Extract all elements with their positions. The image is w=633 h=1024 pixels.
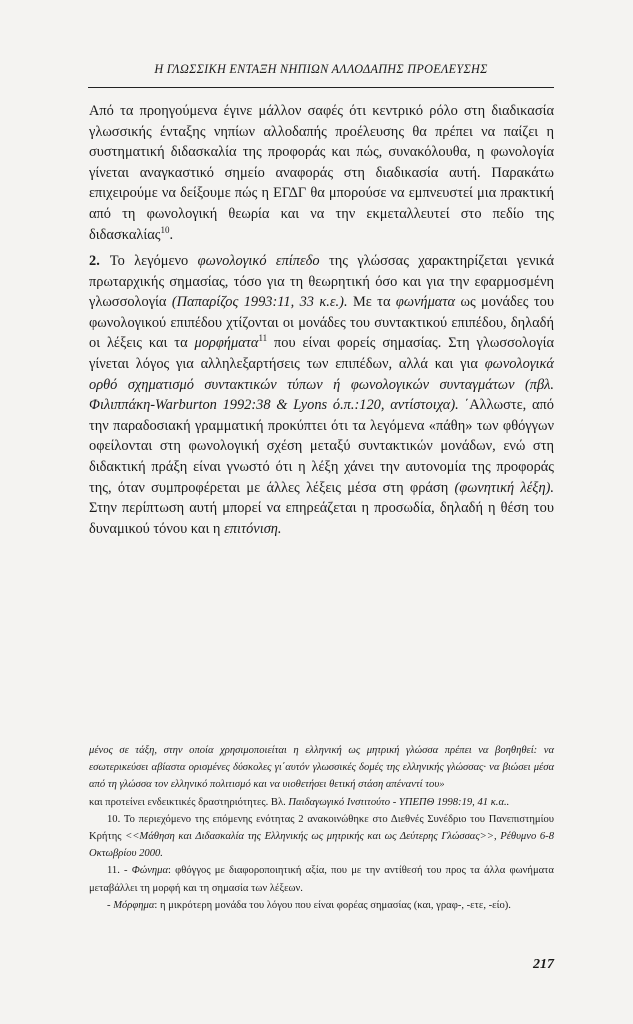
footnote-10 (89, 811, 554, 863)
footnote-ref-10: 10 (160, 224, 170, 235)
p2-text: ΄Αλλωστε, από την παραδοσιακή γραμματική προκύπτει ότι τα λεγόμενα «πάθη» των φθόγγων οφείλονται στη φωνολογική σχέση μεταξύ συντακτικών μονάδων, ενώ στη διδακτική πράξη είναι γνωστό ότι η λέξη χάνει την αυτονομία της προφοράς της, όταν συμπροφέρεται με άλλες λέξεις μέσα στη φράση (89, 397, 554, 496)
p2-term-intonation: επιτόνιση. (224, 520, 282, 537)
p2-term-phonemes: φωνήματα (395, 294, 456, 311)
footnote-continuation-2 (89, 794, 554, 811)
p2-text: Το λεγόμενο (109, 253, 189, 269)
section-number: 2. (89, 253, 100, 269)
footnote-text: και προτείνει ενδεικτικές δραστηριότητες. Βλ. (89, 796, 286, 808)
paragraph-1-text: Από τα προηγούμενα έγινε μάλλον σαφές ότι κεντρικό ρόλο στη διαδικασία γλωσσικής ένταξης νηπίων αλλοδαπής προέλευσης θα πρέπει να παίζει η συστηματική διδασκαλία της προφοράς και πώς, συνακόλουθα, η φωνολογία γίνεται αναγκαστικό σημείο αναφοράς στη διαδικασία αυτή. Παρακάτω επιχειρούμε να δείξουμε πώς η ΕΓΔΓ θα μπορούσε να εμπνευστεί μια πρακτική από τη φωνολογική θεωρία και να την εκμεταλλευτεί στο πεδίο της διδασκαλίας (89, 103, 554, 243)
p2-text: Με τα (352, 294, 391, 311)
footnote-11 (89, 862, 554, 896)
p2-text: ως μονάδες του φωνολογικού επιπέδου χτίζονται οι μονάδες του συντακτικού επιπέδου, δηλαδή οι λέξεις και τα (89, 294, 555, 352)
footnote-10-title: <<Μάθηση και Διδασκαλία της Ελληνικής ως μητρικής και ως Δεύτερης Γλώσσας>>, Ρέθυμνο 6-8 Οκτωβρίου 2000. (89, 831, 554, 860)
paragraph-1 (89, 101, 554, 245)
p2-text: που είναι φορείς σημασίας. Στη γλωσσολογία γίνεται λόγος για αλληλεξαρτήσεις των επιπέδων, αλλά και για (89, 335, 554, 372)
footnote-ref-11: 11 (258, 333, 268, 344)
page-number: 217 (533, 957, 554, 972)
footnote-11-term-phoneme: Φώνημα (131, 865, 169, 877)
paragraph-2 (89, 251, 554, 539)
running-header: Η ΓΛΩΣΣΙΚΗ ΕΝΤΑΞΗ ΝΗΠΙΩΝ ΑΛΛΟΔΑΠΗΣ ΠΡΟΕΛΕΥΣΗΣ (154, 62, 488, 76)
footnote-10-text: 10. Το περιεχόμενο της επόμενης ενότητας 2 ανακοινώθηκε στο Διεθνές Συνέδριο του Πανεπιστημίου Κρήτης (89, 813, 554, 843)
footnotes (89, 742, 554, 914)
footnote-citation: Παιδαγωγικό Ινστιτούτο - ΥΠΕΠΘ 1998:19, 41 κ.α.. (288, 796, 510, 808)
header-rule (88, 87, 554, 88)
p2-term-phonological-level: φωνολογικό επίπεδο (197, 253, 320, 269)
p2-text: Στην περίπτωση αυτή μπορεί να επηρεάζεται η προσωδία, δηλαδή η θέση του δυναμικού τόνου και η (89, 500, 554, 537)
p2-term-morphemes: μορφήματα (194, 335, 259, 352)
footnote-11b (89, 897, 554, 914)
footnote-continuation: μένος σε τάξη, στην οποία χρησιμοποιείται η ελληνική ως μητρική γλώσσα πρέπει να βοηθηθεί: να εσωτερικεύσει αβίαστα ορισμένες δύσκολες γι΄αυτόν γλωσσικές δομές της ελληνικής γλώσσας· να βιώσει μέσα από τη γλώσσα τον ελληνικό πολιτισμό και να υιοθετήσει θετική στάση απέναντί του» (89, 745, 554, 791)
footnote-11-term-morpheme: Μόρφημα (113, 899, 155, 911)
footnote-11-dash: - (107, 899, 111, 911)
p2-citation: (Παπαρίζος 1993:11, 33 κ.ε.). (171, 294, 348, 311)
footnote-11-def-phoneme: : φθόγγος με διαφοροποιητική αξία, που με την αντίθεσή του προς τα άλλα φωνήματα μεταβάλλει τη μορφή και τη σημασία των λέξεων. (89, 865, 554, 894)
p2-citation: φωνολογικά ορθό σχηματισμό συντακτικών τύπων ή φωνολογικών συνταγμάτων (πβλ. Φιλιππάκη-Warburton 1992:38 & Lyons ό.π.:120, αντίστοιχα). (89, 355, 554, 414)
p2-text: της γλώσσας χαρακτηρίζεται γενικά πρωταρχικής σημασίας, τόσο για τη θεωρητική όσο και για την εφαρμοσμένη γλωσσολογία (89, 253, 554, 311)
footnote-11-label: 11. - (107, 865, 128, 877)
footnote-11-def-morpheme: : η μικρότερη μονάδα του λόγου που είναι φορέας σημασίας (και, γραφ-, -ετε, -είο). (154, 899, 511, 911)
paragraph-1-end: . (169, 226, 174, 243)
p2-term-phonetic-word: (φωνητική λέξη). (454, 479, 554, 496)
